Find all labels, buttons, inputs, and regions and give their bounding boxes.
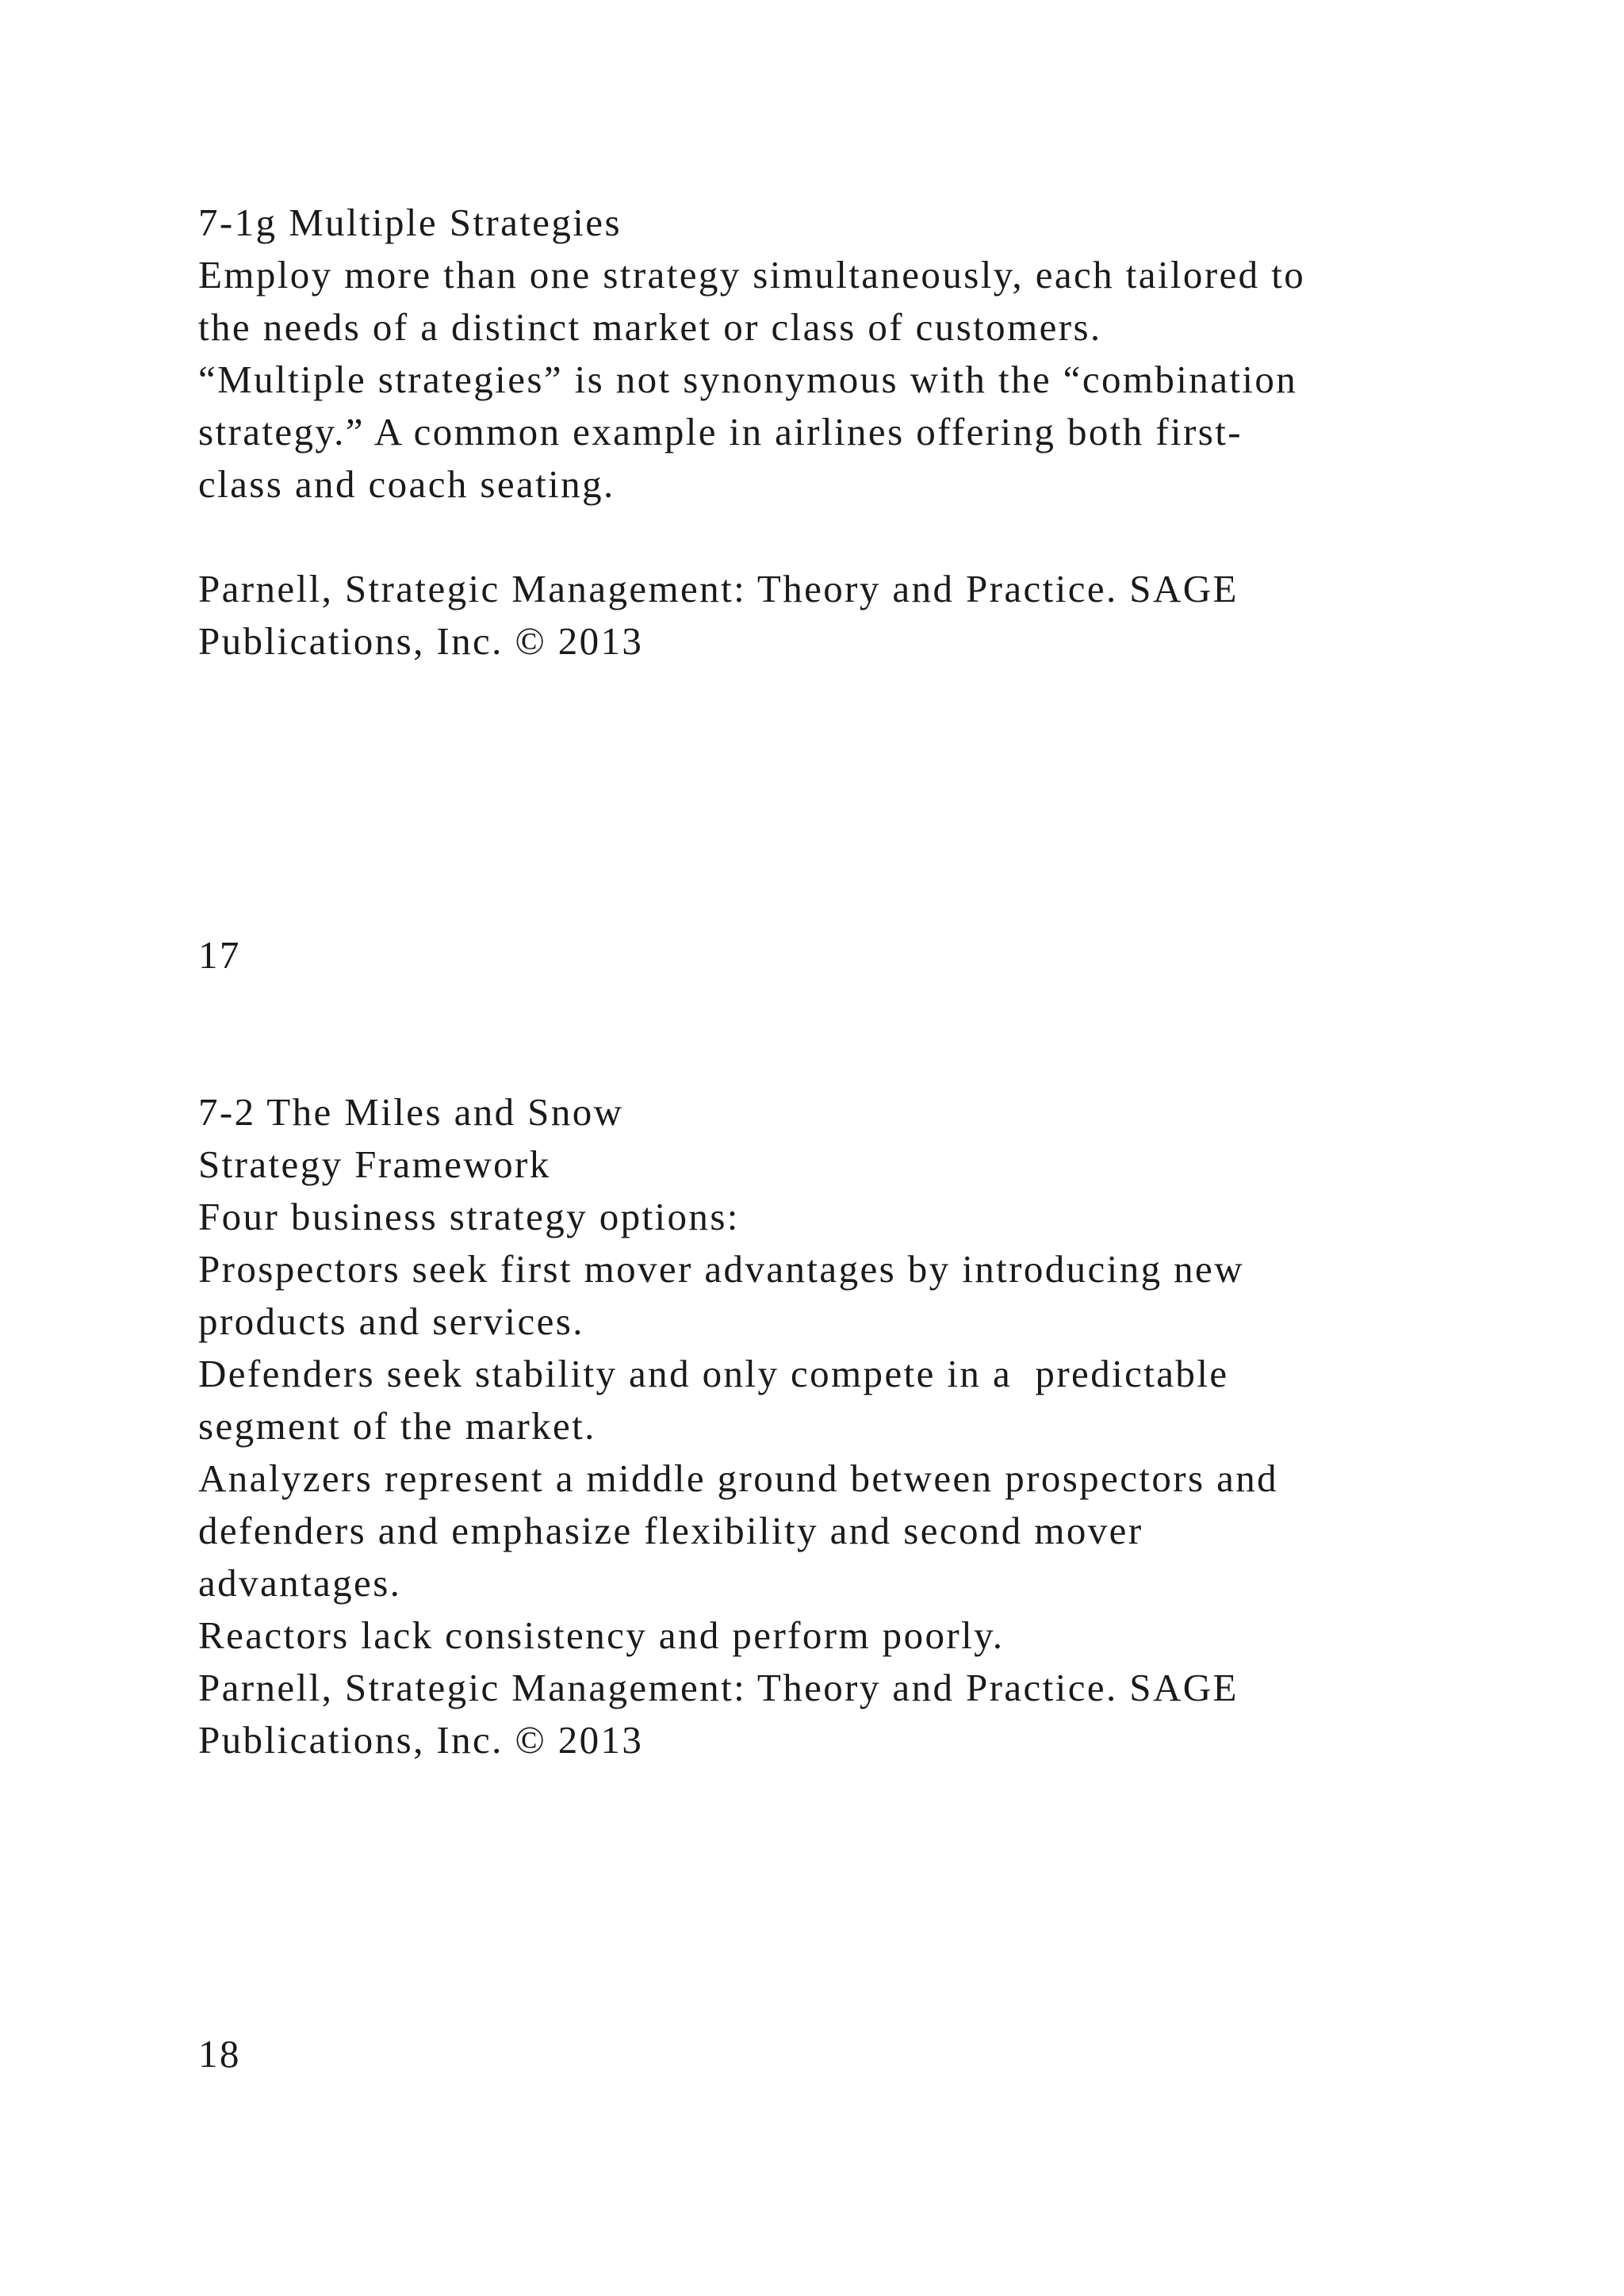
paragraph-line: segment of the market. [198, 1404, 596, 1448]
paragraph-line: class and coach seating. [198, 462, 615, 506]
paragraph-line: strategy.” A common example in airlines offering both first- [198, 410, 1243, 453]
page-number: 18 [198, 2032, 241, 2076]
paragraph-line: Four business strategy options: [198, 1195, 740, 1238]
section-heading-7-1g: 7-1g Multiple Strategies [198, 201, 622, 244]
paragraph-line: products and services. [198, 1299, 584, 1343]
paragraph-line: “Multiple strategies” is not synonymous with the “combination [198, 358, 1298, 401]
page-number: 17 [198, 933, 241, 977]
paragraph-line: defenders and emphasize flexibility and second mover [198, 1509, 1143, 1552]
citation-line: Publications, Inc. © 2013 [198, 619, 644, 663]
paragraph-line: the needs of a distinct market or class of customers. [198, 305, 1102, 349]
paragraph-line: Reactors lack consistency and perform poorly. [198, 1613, 1005, 1657]
paragraph-line: Analyzers represent a middle ground between prospectors and [198, 1456, 1279, 1500]
paragraph-line: Defenders seek stability and only compete in a predictable [198, 1352, 1229, 1395]
paragraph-line: Prospectors seek first mover advantages by introducing new [198, 1247, 1244, 1291]
paragraph-line: Employ more than one strategy simultaneously, each tailored to [198, 253, 1306, 297]
section-heading-7-2: 7-2 The Miles and Snow [198, 1090, 624, 1134]
paragraph-line: advantages. [198, 1561, 402, 1605]
section-heading-7-2-cont: Strategy Framework [198, 1142, 551, 1186]
citation-line: Parnell, Strategic Management: Theory and Practice. SAGE [198, 1666, 1239, 1709]
citation-line: Parnell, Strategic Management: Theory and Practice. SAGE [198, 567, 1239, 610]
citation-line: Publications, Inc. © 2013 [198, 1718, 644, 1762]
